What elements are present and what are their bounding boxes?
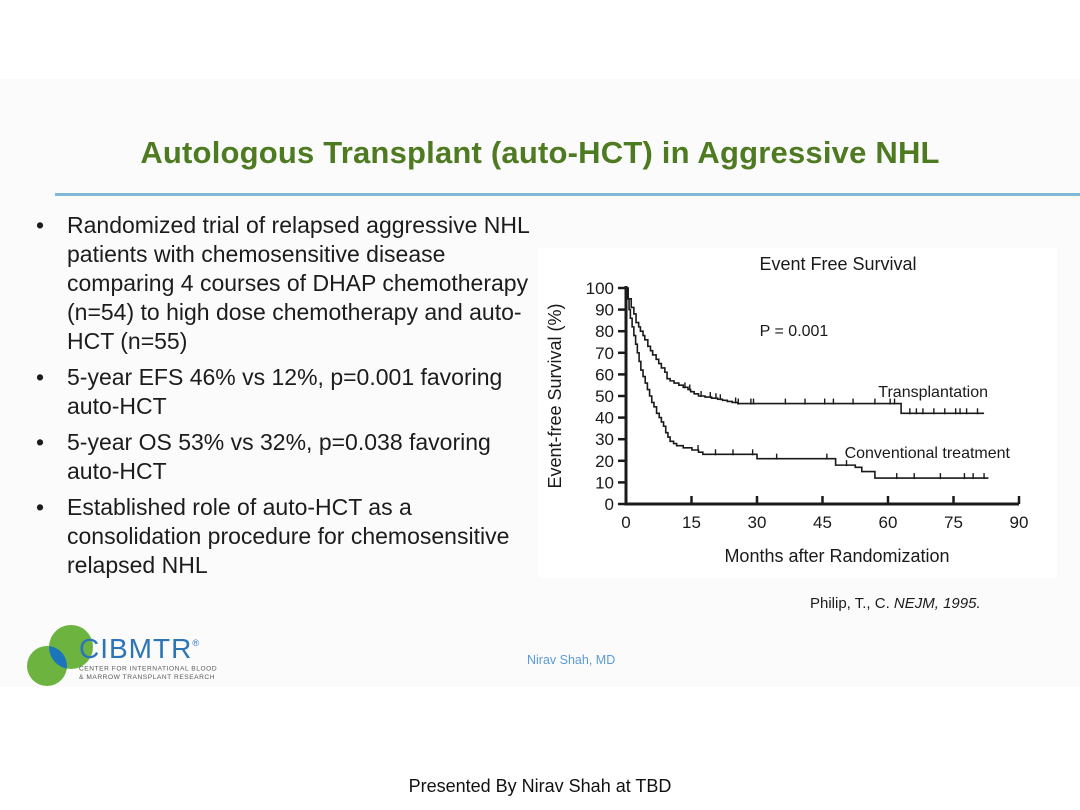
cibmtr-logo-graphic [26, 624, 226, 686]
title-divider-line [55, 193, 1080, 196]
y-tick-label: 20 [595, 451, 614, 471]
cibmtr-wordmark: CIBMTR® [79, 633, 200, 664]
y-tick-label: 70 [595, 343, 614, 363]
chart-title: Event Free Survival [759, 254, 917, 274]
presented-by-footer: Presented By Nirav Shah at TBD [408, 776, 672, 796]
slide-canvas [0, 79, 1080, 687]
y-tick-label: 10 [595, 473, 614, 493]
bullet-list [30, 211, 542, 587]
y-tick-label: 50 [595, 387, 614, 406]
logo-tagline-line2: & MARROW TRANSPLANT RESEARCH [79, 674, 216, 681]
cibmtr-logo [26, 624, 226, 686]
x-tick-label: 0 [621, 513, 631, 532]
x-axis-label: Months after Randomization [724, 546, 950, 566]
logo-tagline-line1: CENTER FOR INTERNATIONAL BLOOD [79, 665, 218, 673]
x-tick-label: 75 [944, 513, 963, 532]
slide-title: Autologous Transplant (auto-HCT) in Aggressive NHL [140, 135, 940, 170]
legend-transplantation: Transplantation [878, 384, 988, 401]
x-tick-label: 15 [682, 513, 701, 532]
bullet-item-efs-result: • 5-year EFS 46% vs 12%, p=0.001 favoring auto-HCT [30, 363, 542, 421]
y-axis-label: Event-free Survival (%) [545, 303, 565, 489]
p-value-annotation: P = 0.001 [759, 323, 829, 340]
event-free-survival-chart [538, 248, 1057, 578]
x-tick-label: 45 [813, 513, 832, 532]
x-tick-label: 30 [747, 513, 767, 532]
y-tick-label: 0 [604, 495, 614, 514]
presenter-note: Nirav Shah, MD [527, 653, 616, 667]
citation-journal: NEJM, 1995. [893, 595, 981, 612]
x-tick-label: 90 [1009, 513, 1029, 532]
y-tick-label: 30 [595, 430, 614, 450]
citation-authors: Philip, T., C. [810, 595, 894, 612]
registered-mark: ® [192, 638, 200, 648]
bullet-item-os-result: • 5-year OS 53% vs 32%, p=0.038 favoring auto-HCT [30, 428, 542, 486]
y-tick-label: 100 [585, 279, 614, 298]
kaplan-meier-survival-plot [538, 248, 1057, 578]
y-tick-label: 90 [595, 300, 614, 320]
y-tick-label: 60 [595, 365, 614, 385]
legend-conventional-treatment: Conventional treatment [844, 445, 1010, 462]
y-tick-label: 40 [595, 408, 614, 428]
y-tick-label: 80 [595, 322, 614, 342]
bullet-item-trial-design: • Randomized trial of relapsed aggressive NHL patients with chemosensitive disease comparing 4 courses of DHAP chemotherapy (n=54) to high dose chemotherapy and auto-HCT (n=55) [30, 211, 542, 356]
x-tick-label: 60 [878, 513, 898, 532]
bullet-item-conclusion: • Established role of auto-HCT as a consolidation procedure for chemosensitive relapsed NHL [30, 493, 542, 580]
citation [610, 595, 1050, 612]
